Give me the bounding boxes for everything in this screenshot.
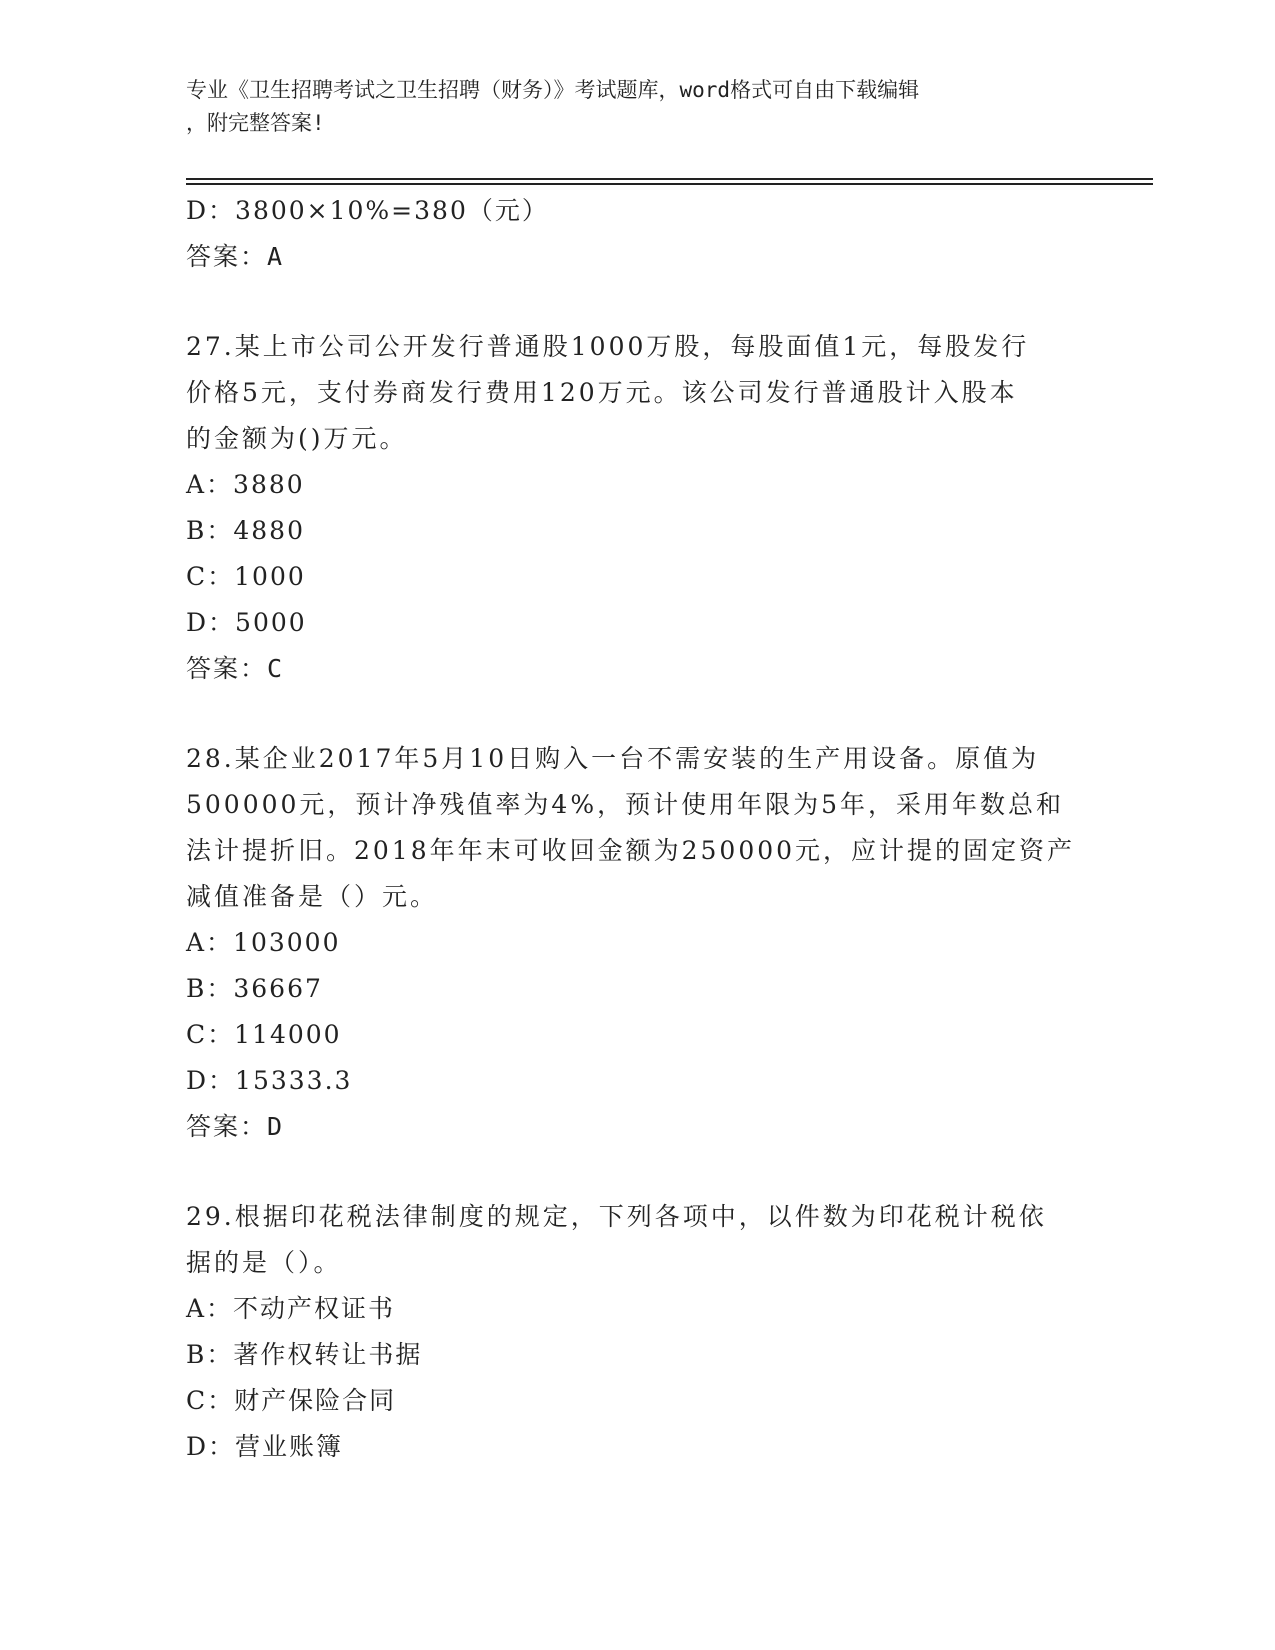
option-c: C：114000 — [186, 1020, 342, 1049]
option-b: B：著作权转让书据 — [186, 1340, 423, 1369]
answer-line: 答案：D — [186, 1112, 285, 1141]
question-29 — [186, 1194, 1086, 1470]
option-c: C：1000 — [186, 562, 306, 591]
option-d: D：3800×10%=380（元） — [186, 196, 549, 225]
option-d: D：15333.3 — [186, 1066, 353, 1095]
question-stem-line: 据的是（）。 — [186, 1248, 342, 1277]
question-stem-line: 法计提折旧。2018年年末可收回金额为250000元，应计提的固定资产 — [186, 836, 1076, 865]
question-stem-line: 减值准备是（）元。 — [186, 882, 439, 911]
option-d: D：营业账簿 — [186, 1432, 344, 1461]
page-header — [186, 74, 1086, 140]
question-stem-line: 500000元，预计净残值率为4%，预计使用年限为5年，采用年数总和 — [186, 790, 1065, 819]
option-a: A：103000 — [186, 928, 341, 957]
question-stem-line: 27.某上市公司公开发行普通股1000万股，每股面值1元，每股发行 — [186, 332, 1030, 361]
option-b: B：4880 — [186, 516, 305, 545]
question-stem-line: 价格5元，支付券商发行费用120万元。该公司发行普通股计入股本 — [186, 378, 1018, 407]
header-line-1: 专业《卫生招聘考试之卫生招聘（财务）》考试题库，word格式可自由下载编辑 — [186, 78, 920, 102]
option-d: D：5000 — [186, 608, 307, 637]
question-stem-line: 29.根据印花税法律制度的规定，下列各项中，以件数为印花税计税依 — [186, 1202, 1047, 1231]
header-rule-top — [186, 178, 1153, 180]
option-b: B：36667 — [186, 974, 323, 1003]
question-stem-line: 28.某企业2017年5月10日购入一台不需安装的生产用设备。原值为 — [186, 744, 1040, 773]
answer-line: 答案：A — [186, 242, 285, 271]
question-stem-line: 的金额为()万元。 — [186, 424, 408, 453]
question-28 — [186, 736, 1086, 1150]
header-rule-bottom — [186, 183, 1153, 185]
question-27 — [186, 324, 1086, 692]
header-line-2: ，附完整答案! — [186, 111, 325, 135]
answer-line: 答案：C — [186, 654, 285, 683]
option-a: A：3880 — [186, 470, 305, 499]
question-list — [186, 188, 1086, 1470]
option-a: A：不动产权证书 — [186, 1294, 396, 1323]
option-c: C：财产保险合同 — [186, 1386, 397, 1415]
previous-question-tail — [186, 188, 1086, 280]
